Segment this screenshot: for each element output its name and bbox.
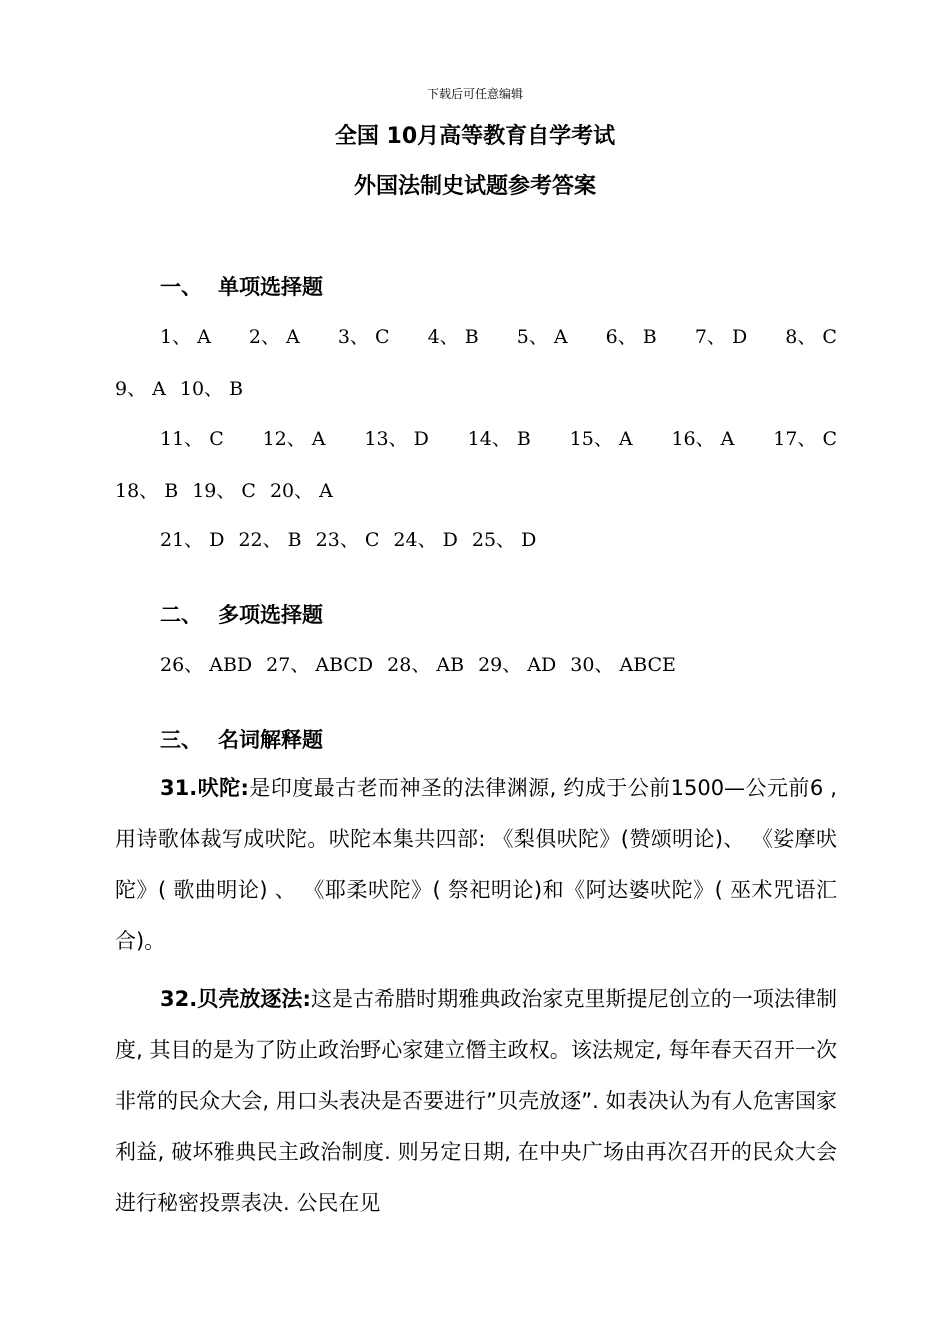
- answer-item: 24、 D: [393, 529, 458, 551]
- answer-item: 26、 ABD: [160, 654, 253, 676]
- answer-row-4: [115, 650, 837, 680]
- answer-item: 22、 B: [238, 529, 302, 551]
- title-line-2: 外国法制史试题参考答案: [353, 174, 596, 199]
- answer-row-2b: [115, 476, 837, 506]
- answer-item: 19、 C: [192, 480, 256, 502]
- answer-item: 17、 C: [773, 428, 837, 450]
- section-heading-2: [160, 600, 323, 630]
- section-label: 多项选择题: [218, 603, 323, 627]
- definition-32: [115, 974, 837, 1229]
- answer-item: 9、 A: [115, 378, 166, 400]
- title-line-1: 全国 10月高等教育自学考试: [334, 124, 616, 149]
- answer-item: 23、 C: [315, 529, 380, 551]
- answer-item: 1、 A: [160, 326, 211, 348]
- answer-item: 7、 D: [694, 326, 748, 348]
- answer-row-3: [115, 525, 837, 555]
- answer-item: 5、 A: [516, 326, 568, 348]
- answer-item: 11、 C: [160, 428, 224, 450]
- answer-item: 27、 ABCD: [266, 654, 374, 676]
- answer-item: 25、 D: [471, 529, 537, 551]
- section-heading-1: [160, 272, 323, 302]
- answer-item: 16、 A: [671, 428, 735, 450]
- answer-item: 4、 B: [427, 326, 479, 348]
- answer-item: 15、 A: [569, 428, 633, 450]
- answer-item: 21、 D: [160, 529, 225, 551]
- definition-term: 32.贝壳放逐法:: [160, 987, 311, 1011]
- section-number: 二、: [160, 603, 202, 627]
- answer-item: 14、 B: [467, 428, 531, 450]
- answer-item: 6、 B: [605, 326, 657, 348]
- definition-term: 31.吠陀:: [160, 776, 249, 800]
- answer-item: 13、 D: [364, 428, 429, 450]
- definition-text: 这是古希腊时期雅典政治家克里斯提尼创立的一项法律制度, 其目的是为了防止政治野心家建立僭主政权。该法规定, 每年春天召开一次非常的民众大会, 用口头表决是否要进行”贝壳放逐”. 如表决认为有人危害国家利益, 破坏雅典民主政治制度. 则另定日期, 在中央广场由再次召开的民众大会进行秘密投票表决. 公民在见: [115, 987, 837, 1215]
- answer-item: 28、 AB: [387, 654, 465, 676]
- answer-item: 8、 C: [785, 326, 837, 348]
- definition-text: 是印度最古老而神圣的法律渊源, 约成于公前1500—公元前6 , 用诗歌体裁写成吠陀。吠陀本集共四部: 《梨俱吠陀》(赞颂明论)、 《娑摩吠陀》( 歌曲明论) 、 《耶柔吠陀》( 祭祀明论)和《阿达婆吠陀》( 巫术咒语汇合)。: [115, 776, 837, 953]
- answer-row-1a: [115, 322, 837, 352]
- answer-item: 18、 B: [115, 480, 179, 502]
- section-number: 三、: [160, 728, 202, 752]
- section-label: 名词解释题: [218, 728, 323, 752]
- answer-item: 29、 AD: [478, 654, 557, 676]
- answer-item: 10、 B: [179, 378, 244, 400]
- answer-item: 2、 A: [248, 326, 300, 348]
- answer-item: 3、 C: [337, 326, 390, 348]
- answer-row-2a: [115, 424, 837, 454]
- section-number: 一、: [160, 275, 202, 299]
- definition-31: [115, 763, 837, 967]
- answer-item: 20、 A: [269, 480, 333, 502]
- answer-row-1b: [115, 374, 837, 404]
- section-heading-3: [160, 725, 323, 755]
- answer-item: 30、 ABCE: [570, 654, 676, 676]
- header-note: 下载后可任意编辑: [426, 87, 523, 101]
- section-label: 单项选择题: [218, 275, 323, 299]
- answer-item: 12、 A: [262, 428, 326, 450]
